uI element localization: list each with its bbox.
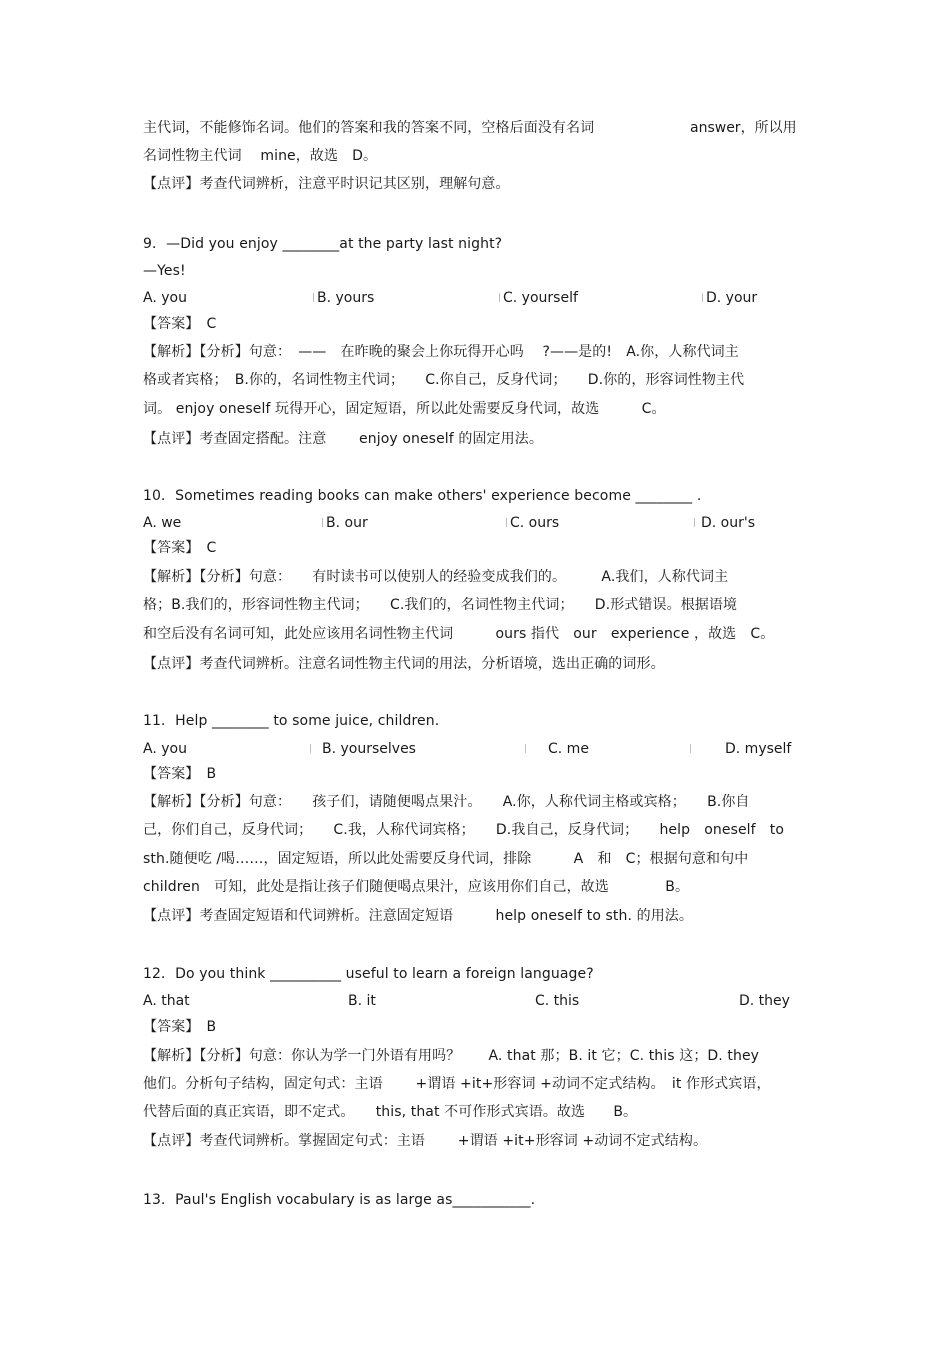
q9-stem: 9．—Did you enjoy ________at the party last night?	[143, 236, 503, 252]
q9-answer: 【答案】 C	[143, 316, 217, 332]
q13-stem: 13．Paul's English vocabulary is as large as___________.	[143, 1192, 536, 1208]
q11-option-c: C. me	[548, 741, 589, 757]
q10-analysis-1: 【解析】【分析】句意： 有时读书可以使别人的经验变成我们的。 A.我们，人称代词主	[143, 569, 729, 585]
q9-option-b: B. yours	[317, 290, 375, 306]
q11-answer: 【答案】 B	[143, 766, 217, 782]
q10-answer: 【答案】 C	[143, 540, 217, 556]
q9-analysis-3: 词。 enjoy oneself 玩得开心，固定短语，所以此处需要反身代词，故选 C。	[143, 401, 666, 417]
q11-divider	[310, 744, 311, 753]
q11-option-a: A. you	[143, 741, 187, 757]
intro-line-2: 名词性物主代词 mine，故选 D。	[143, 148, 378, 164]
q9-divider	[702, 293, 703, 302]
q10-stem: 10．Sometimes reading books can make others' experience become ________ .	[143, 488, 702, 504]
q12-analysis-3: 代替后面的真正宾语，即不定式。 this, that 不可作形式宾语。故选 B。	[143, 1104, 638, 1120]
q10-divider	[506, 518, 507, 527]
intro-line-1a: 主代词，不能修饰名词。他们的答案和我的答案不同，空格后面没有名词	[143, 120, 595, 136]
q10-option-b: B. our	[326, 515, 368, 531]
intro-comment: 【点评】考查代词辨析，注意平时识记其区别，理解句意。	[143, 176, 510, 192]
intro-line-1b: answer，所以用	[690, 120, 797, 136]
q9-analysis-1: 【解析】【分析】句意： —— 在昨晚的聚会上你玩得开心吗 ?——是的! A.你，人称代词主	[143, 344, 739, 360]
q12-option-a: A. that	[143, 993, 190, 1009]
q9-stem-2: —Yes!	[143, 263, 186, 279]
q11-analysis-2: 己，你们自己，反身代词； C.我，人称代词宾格； D.我自己，反身代词； help oneself to	[143, 822, 785, 838]
q9-option-a: A. you	[143, 290, 187, 306]
q11-analysis-4: children 可知，此处是指让孩子们随便喝点果汁，应该用你们自己，故选 B。	[143, 879, 690, 895]
q11-divider	[525, 744, 526, 753]
q10-divider	[322, 518, 323, 527]
q10-option-c: C. ours	[510, 515, 560, 531]
q12-stem: 12．Do you think __________ useful to learn a foreign language?	[143, 966, 594, 982]
q9-divider	[499, 293, 500, 302]
q12-option-c: C. this	[535, 993, 580, 1009]
q12-option-d: D. they	[739, 993, 790, 1009]
q10-option-d: D. our's	[701, 515, 756, 531]
q9-analysis-2: 格或者宾格； B.你的，名词性物主代词； C.你自己，反身代词； D.你的，形容词性物主代	[143, 372, 745, 388]
q9-option-d: D. your	[706, 290, 758, 306]
q12-answer: 【答案】 B	[143, 1019, 217, 1035]
q10-analysis-2: 格；B.我们的，形容词性物主代词； C.我们的，名词性物主代词； D.形式错误。根据语境	[143, 597, 738, 613]
q11-option-d: D. myself	[725, 741, 792, 757]
q9-option-c: C. yourself	[503, 290, 578, 306]
q9-divider	[313, 293, 314, 302]
q12-analysis-2: 他们。分析句子结构，固定句式：主语 +谓语 +it+形容词 +动词不定式结构。 it 作形式宾语，	[143, 1076, 771, 1092]
q10-comment: 【点评】考查代词辨析。注意名词性物主代词的用法，分析语境，选出正确的词形。	[143, 656, 665, 672]
q10-divider	[694, 518, 695, 527]
q11-stem: 11．Help ________ to some juice, children.	[143, 713, 440, 729]
q11-analysis-3: sth.随便吃 /喝……，固定短语，所以此处需要反身代词，排除 A 和 C；根据句意和句中	[143, 851, 749, 867]
q11-option-b: B. yourselves	[322, 741, 416, 757]
q11-divider	[690, 744, 691, 753]
q10-analysis-3: 和空后没有名词可知，此处应该用名词性物主代词 ours 指代 our experience ，故选 C。	[143, 626, 775, 642]
q12-analysis-1: 【解析】【分析】句意：你认为学一门外语有用吗？ A. that 那；B. it 它；C. this 这；D. they	[143, 1048, 760, 1064]
q12-option-b: B. it	[348, 993, 376, 1009]
q10-option-a: A. we	[143, 515, 182, 531]
q9-comment: 【点评】考查固定搭配。注意 enjoy oneself 的固定用法。	[143, 431, 543, 447]
q11-comment: 【点评】考查固定短语和代词辨析。注意固定短语 help oneself to sth. 的用法。	[143, 908, 693, 924]
q12-comment: 【点评】考查代词辨析。掌握固定句式：主语 +谓语 +it+形容词 +动词不定式结构。	[143, 1133, 708, 1149]
q11-analysis-1: 【解析】【分析】句意： 孩子们，请随便喝点果汁。 A.你，人称代词主格或宾格； B.你自	[143, 794, 750, 810]
